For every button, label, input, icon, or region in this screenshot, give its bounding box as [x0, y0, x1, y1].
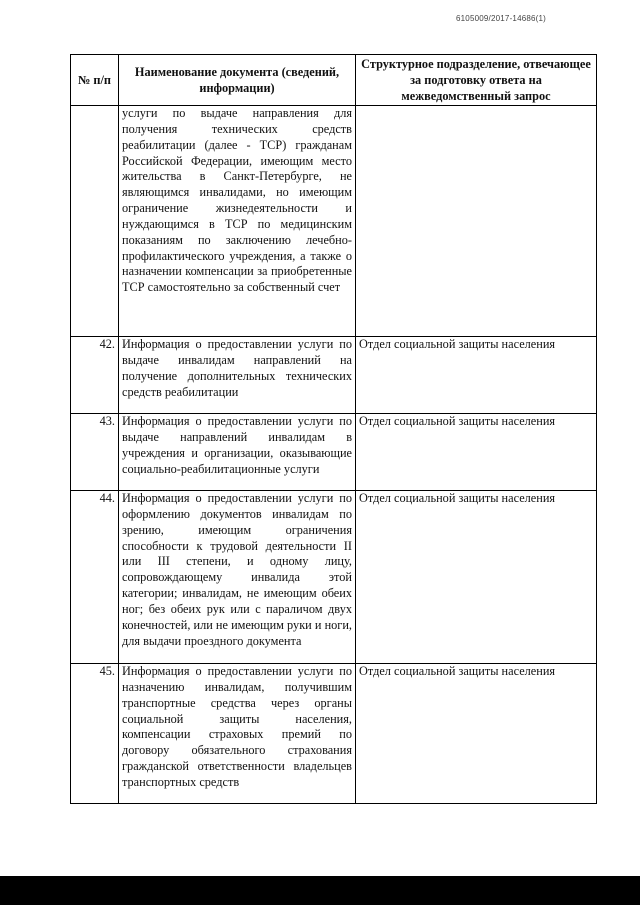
row-document-name: Информация о предоставлении услуги по выдаче инвалидам направлений на получение дополнительных технических средств реабилитации	[119, 337, 356, 414]
scan-bottom-edge	[0, 876, 640, 905]
header-number: № п/п	[71, 55, 119, 106]
document-registration-number: 6105009/2017-14686(1)	[456, 14, 547, 23]
row-document-name: Информация о предоставлении услуги по выдаче направлений инвалидам в учреждения и организации, оказывающие социально-реабилитационные услуги	[119, 414, 356, 491]
row-department: Отдел социальной защиты населения	[356, 664, 597, 804]
table-row	[71, 414, 597, 491]
header-document-name: Наименование документа (сведений, информации)	[119, 55, 356, 106]
row-number: 43.	[71, 414, 119, 491]
row-department: Отдел социальной защиты населения	[356, 491, 597, 664]
header-department: Структурное подразделение, отвечающее за подготовку ответа на межведомственный запрос	[356, 55, 597, 106]
table-row	[71, 491, 597, 664]
table-row	[71, 664, 597, 804]
row-number: 45.	[71, 664, 119, 804]
documents-table	[70, 54, 597, 804]
table-header-row	[71, 55, 597, 106]
row-number	[71, 106, 119, 337]
row-document-name: Информация о предоставлении услуги по назначению инвалидам, получившим транспортные средства через органы социальной защиты населения, компенсации страховых премий по договору обязательного страхования гражданской ответственности владельцев транспортных средств	[119, 664, 356, 804]
row-number: 42.	[71, 337, 119, 414]
table-row	[71, 106, 597, 337]
row-department: Отдел социальной защиты населения	[356, 414, 597, 491]
row-department	[356, 106, 597, 337]
row-document-name: услуги по выдаче направления для получения технических средств реабилитации (далее - ТСР) гражданам Российской Федерации, имеющим место жительства в Санкт-Петербурге, не являющимся инвалидами, но имеющим ограничение жизнедеятельности и нуждающимся в ТСР по медицинским показаниям по заключению лечебно-профилактического учреждения, а также о назначении компенсации за приобретенные ТСР самостоятельно за собственный счет	[119, 106, 356, 337]
row-number: 44.	[71, 491, 119, 664]
table-row	[71, 337, 597, 414]
row-department: Отдел социальной защиты населения	[356, 337, 597, 414]
row-document-name: Информация о предоставлении услуги по оформлению документов инвалидам по зрению, имеющим ограничения способности к трудовой деятельности II или III степени, и одному лицу, сопровождающему инвалида этой категории; инвалидам, не имеющим обеих ног; без обеих рук или с параличом двух конечностей, или не имеющим руки и ноги, для выдачи проездного документа	[119, 491, 356, 664]
